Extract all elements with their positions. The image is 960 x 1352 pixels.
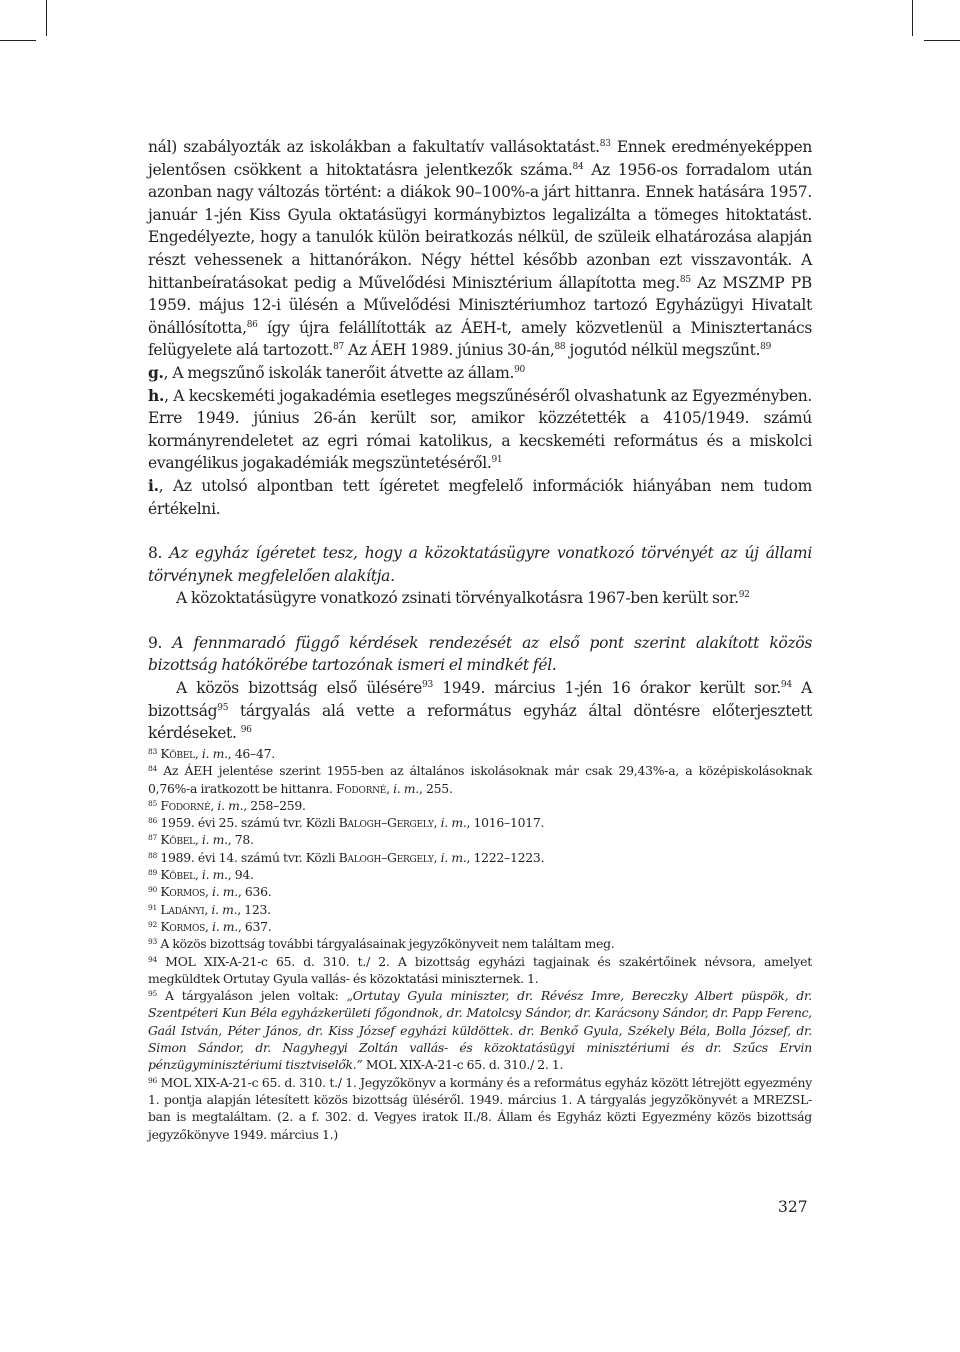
text-run: így újra felállították az ÁEH-t, amely közvetlenül a Minisztertanács felügyelete alá tartozott. — [148, 318, 812, 360]
footnote-ref[interactable]: 89 — [760, 342, 772, 353]
text-run: Az 1956-os forradalom után azonban nagy változás történt: a diákok 90–100%-a járt hittanra. Ennek hatására 1957. január 1-jén Kiss Gyula oktatásügyi kormánybiztos legalizálta a tömeges hitoktatást. Engedélyezte, hogy a tanulók külön beiratkozás nélkül, de szüleik elhatározása alapján részt vehessenek a hittanórákon. Négy héttel később azonban ezt visszavonták. A hittanbeíratásokat pedig a Művelődési Minisztérium állapította meg. — [148, 160, 812, 292]
footnote-number: 90 — [148, 885, 158, 895]
footnote-number: 95 — [148, 989, 158, 999]
footnote-number: 96 — [148, 1075, 158, 1085]
footnote-number: 85 — [148, 798, 158, 808]
separator: , — [210, 797, 218, 813]
point-label: i. — [148, 475, 159, 495]
separator: , — [204, 901, 212, 917]
author-name: Ladányi — [160, 901, 205, 917]
footnote-88 — [148, 849, 812, 866]
section-number: 9. — [148, 633, 173, 652]
author-name: Balogh–Gergely — [338, 849, 434, 865]
footnote-ref[interactable]: 92 — [738, 590, 750, 601]
section-8-text — [148, 587, 812, 610]
footnote-ref[interactable]: 96 — [240, 725, 252, 736]
text-run: A bizottság — [148, 679, 812, 720]
footnote-number: 88 — [148, 850, 158, 860]
text-run: , Az utolsó alpontban tett ígéretet megfelelő információk hiányában nem tudom értékelni. — [148, 476, 812, 518]
separator: , — [194, 867, 202, 883]
separator: , — [194, 832, 202, 848]
crop-mark-top-right-h — [924, 40, 960, 41]
text-run: Az ÁEH 1989. június 30-án, — [343, 341, 555, 360]
page-number: 327 — [778, 1198, 808, 1216]
footnote-number: 89 — [148, 868, 158, 878]
author-name: Fodorné — [336, 780, 387, 796]
text-run: jogutód nélkül megszűnt. — [565, 341, 761, 360]
section-number: 8. — [148, 544, 170, 563]
footnote-86 — [148, 814, 812, 831]
citation-abbrev: i. m. — [393, 780, 419, 796]
citation-abbrev: i. m. — [201, 832, 228, 848]
separator: , — [205, 918, 212, 934]
footnote-ref[interactable]: 90 — [514, 364, 525, 375]
crop-mark-top-left-v — [46, 0, 47, 36]
paragraph-main — [148, 136, 812, 362]
footnote-number: 92 — [148, 919, 158, 929]
footnote-text: , 46–47. — [227, 746, 275, 761]
footnote-87 — [148, 831, 812, 848]
citation-abbrev: i. m. — [211, 901, 238, 917]
text-run: nál) szabályozták az iskolákban a fakultatív vallásoktatást. — [148, 138, 600, 156]
author-name: Kormos — [160, 884, 206, 900]
footnote-text: , 78. — [227, 832, 254, 848]
paragraph-point-g — [148, 362, 812, 385]
footnote-number: 83 — [148, 747, 158, 756]
footnote-number: 87 — [148, 833, 158, 843]
author-name: Köbel — [160, 867, 195, 883]
author-name: Köbel — [160, 832, 195, 848]
footnote-ref[interactable]: 87 — [333, 342, 344, 353]
footnote-95 — [148, 987, 812, 1073]
footnote-text: 1959. évi 25. számú tvr. Közli — [157, 815, 339, 831]
text-run: tárgyalás alá vette a református egyház által döntésre előterjesztett kérdéseket. — [148, 701, 812, 743]
footnote-90 — [148, 883, 812, 900]
footnote-number: 91 — [148, 902, 158, 912]
footnote-89 — [148, 866, 812, 883]
citation-abbrev: i. m. — [201, 867, 228, 883]
footnote-text: MOL XIX-A-21-c 65. d. 310. t./ 1. Jegyzőkönyv a kormány és a református egyház között létrejött egyezmény 1. pontja alapján létesített közös bizottság üléséről. 1949. március 1. A tárgyalás jegyzőkönyvét a MREZSL-ban is megtaláltam. (2. a f. 302. d. Vegyes iratok II./8. Állam és Egyház közti Egyezmény közös bizottság jegyzőkönyve 1949. március 1.) — [148, 1074, 812, 1142]
footnote-number: 94 — [148, 954, 158, 964]
citation-abbrev: i. m. — [212, 918, 238, 934]
citation-abbrev: i. m. — [440, 815, 467, 831]
text-run: , A megszűnő iskolák tanerőit átvette az állam. — [163, 363, 515, 382]
paragraph-point-i — [148, 475, 812, 520]
section-quote: Az egyház ígéretet tesz, hogy a közoktatásügyre vonatkozó törvényét az új állami törvénynek megfelelően alakítja. — [148, 544, 812, 585]
footnote-84 — [148, 762, 812, 797]
author-name: Kormos — [160, 918, 206, 934]
main-text — [148, 136, 812, 745]
footnote-text: MOL XIX-A-21-c 65. d. 310./ 2. 1. — [362, 1057, 564, 1073]
author-name: Köbel — [160, 746, 195, 761]
footnote-ref[interactable]: 83 — [599, 139, 611, 149]
author-name: Balogh–Gergely — [338, 815, 434, 831]
footnote-text: , 258–259. — [243, 797, 306, 813]
footnote-ref[interactable]: 91 — [491, 455, 503, 466]
point-label: g. — [148, 362, 164, 382]
footnote-ref[interactable]: 88 — [554, 342, 566, 353]
footnote-text: Az ÁEH jelentése szerint 1955-ben az általános iskolásoknak már csak 29,43%-a, a középiskolásoknak 0,76%-a iratkozott be hittanra. — [148, 763, 812, 796]
footnote-text: 1989. évi 14. számú tvr. Közli — [157, 849, 339, 865]
citation-abbrev: i. m. — [440, 849, 467, 865]
footnote-text: A közös bizottság további tárgyalásainak jegyzőkönyveit nem találtam meg. — [157, 936, 615, 952]
separator: , — [386, 780, 394, 796]
text-run: Ennek eredményeképpen jelentősen csökkent a hitoktatásra jelentkezők száma. — [148, 138, 812, 179]
footnote-91 — [148, 901, 812, 918]
section-8-heading — [148, 542, 812, 587]
citation-abbrev: i. m. — [217, 797, 244, 813]
separator: , — [433, 849, 441, 865]
footnote-ref[interactable]: 93 — [422, 680, 433, 691]
point-label: h. — [148, 385, 165, 405]
footnote-text: , 1016–1017. — [466, 815, 545, 831]
footnote-text: A tárgyaláson jelen voltak: — [157, 988, 347, 1004]
footnote-83 — [148, 745, 812, 762]
footnote-ref[interactable]: 86 — [246, 319, 258, 330]
section-quote: A fennmaradó függő kérdések rendezését az első pont szerint alakított közös bizottság hatókörébe tartozónak ismeri el mindkét fél. — [148, 633, 812, 675]
footnote-96 — [148, 1074, 812, 1143]
text-run: 1949. március 1-jén 16 órakor került sor. — [432, 679, 781, 698]
footnotes — [148, 745, 812, 1143]
separator: , — [205, 884, 212, 900]
footnote-text: , 636. — [237, 884, 272, 900]
text-run: Az MSZMP PB 1959. május 12-i ülésén a Művelődési Minisztériumhoz tartozó Egyházügyi Hivatalt önállósította, — [148, 273, 813, 337]
footnote-ref[interactable]: 85 — [679, 274, 691, 285]
footnote-number: 93 — [148, 937, 158, 947]
separator: , — [194, 746, 202, 761]
section-9-heading — [148, 632, 812, 677]
footnote-ref[interactable]: 94 — [780, 680, 792, 691]
footnote-ref[interactable]: 95 — [217, 702, 229, 713]
text-run: A közös bizottság első ülésére — [176, 679, 423, 698]
text-run: , A kecskeméti jogakadémia esetleges megszűnéséről olvashatunk az Egyezményben. Erre 1949. június 26-án került sor, amikor közzétették a 4105/1949. számú kormányrendeletet az egri római katolikus, a kecskeméti református és a miskolci evangélikus jogakadémiák megszüntetéséről. — [148, 386, 812, 473]
footnote-text: , 1222–1223. — [466, 849, 545, 865]
text-run: A közoktatásügyre vonatkozó zsinati törvényalkotásra 1967-ben került sor. — [176, 589, 739, 608]
paragraph-point-h — [148, 385, 812, 475]
footnote-text: , 637. — [237, 918, 272, 934]
citation-abbrev: i. m. — [201, 746, 228, 761]
footnote-quote: „Ortutay Gyula miniszter, dr. Révész Imre, Bereczky Albert püspök, dr. Szentpéteri Kun Béla egyházkerületi főgondnok, dr. Matolcsy Sándor, dr. Karácsony Sándor, dr. Papp Ferenc, Gaál István, Péter János, dr. Kiss József egyházi küldöttek. dr. Benkő Gyula, Székely Béla, Bolla József, dr. Simon Sándor, dr. Nagyhegyi Zoltán vallás- és közoktatásügyi minisztériumi és dr. Szűcs Ervin pénzügyminisztériumi tisztviselők.” — [148, 988, 812, 1073]
footnote-text: , 123. — [237, 901, 271, 917]
footnote-94 — [148, 953, 812, 988]
author-name: Fodorné — [160, 797, 211, 813]
separator: , — [433, 815, 441, 831]
footnote-ref[interactable]: 84 — [572, 161, 584, 172]
footnote-number: 86 — [148, 816, 158, 826]
footnote-text: , 255. — [418, 780, 453, 796]
footnote-93 — [148, 935, 812, 952]
footnote-text: MOL XIX-A-21-c 65. d. 310. t./ 2. A bizottság egyházi tagjainak és szakértőinek névsora, amelyet megküldtek Ortutay Gyula vallás- és közoktatási miniszternek. 1. — [148, 953, 812, 986]
footnote-number: 84 — [148, 764, 158, 774]
crop-mark-top-left-h — [0, 40, 36, 41]
footnote-text: , 94. — [227, 867, 254, 883]
citation-abbrev: i. m. — [212, 884, 238, 900]
section-9-text — [148, 677, 812, 745]
crop-mark-top-right-v — [912, 0, 913, 36]
footnote-85 — [148, 797, 812, 814]
footnote-92 — [148, 918, 812, 935]
